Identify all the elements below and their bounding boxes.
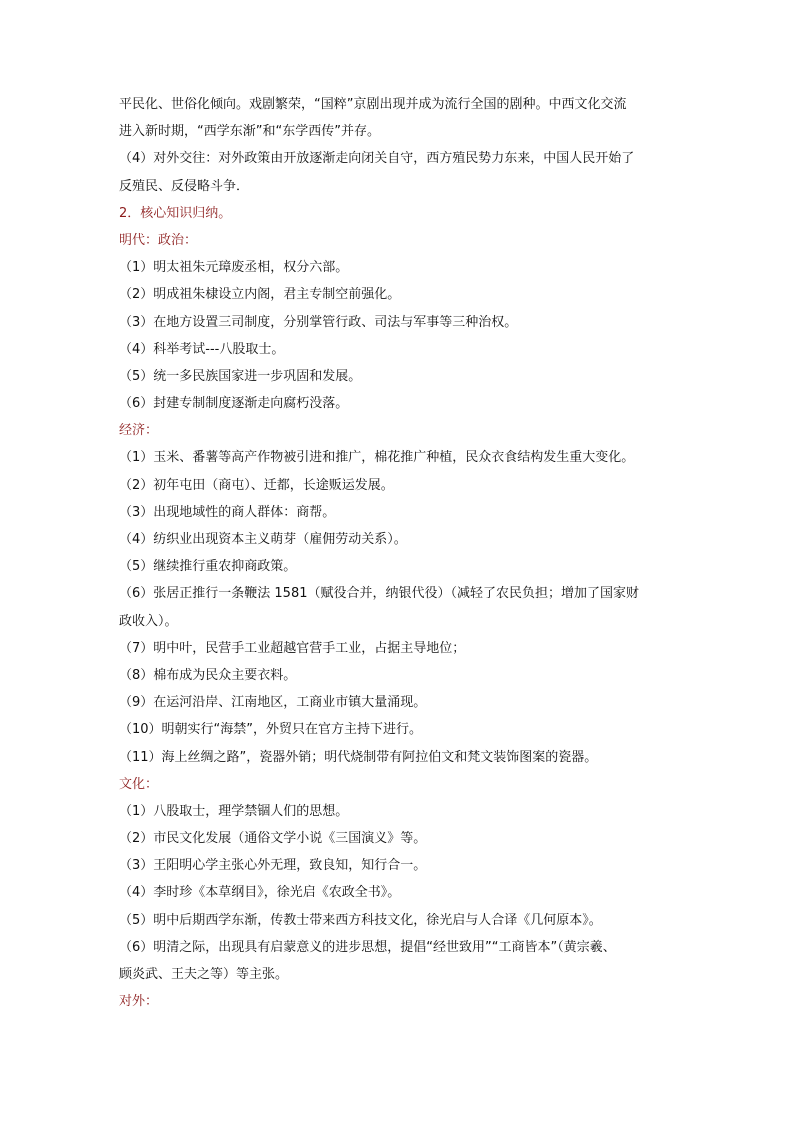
document-body: [119, 91, 679, 1015]
paragraph-line: （4）对外交往：对外政策由开放逐渐走向闭关自守，西方殖民势力东来，中国人民开始了: [119, 151, 635, 167]
paragraph-line: 平民化、世俗化倾向。戏剧繁荣，“国粹”京剧出现并成为流行全国的剧种。中西文化交流: [119, 97, 627, 112]
list-item: （5）明中后期西学东渐，传教士带来西方科技文化，徐光启与人合译《几何原本》。: [119, 912, 602, 928]
subheading-ming-politics: 明代：政治：: [119, 232, 198, 248]
list-item: （7）明中叶，民营手工业超越官营手工业，占据主导地位；: [119, 640, 466, 656]
paragraph-line: 反殖民、反侵略斗争．: [119, 178, 250, 194]
list-item: （6）封建专制制度逐渐走向腐朽没落。: [119, 396, 349, 412]
list-item: （6）明清之际，出现具有启蒙意义的进步思想，提倡“经世致用”“工商皆本”（黄宗羲、: [119, 939, 616, 955]
list-item: （3）在地方设置三司制度，分别掌管行政、司法与军事等三种治权。: [119, 314, 518, 330]
list-item: （10）明朝实行“海禁”，外贸只在官方主持下进行。: [119, 722, 423, 738]
list-item: （5）继续推行重农抑商政策。: [119, 559, 297, 575]
list-item-continuation: 政收入）。: [119, 613, 178, 629]
list-item: （3）王阳明心学主张心外无理，致良知，知行合一。: [119, 858, 427, 874]
list-item-continuation: 顾炎武、王夫之等）等主张。: [119, 967, 289, 982]
list-item: （9）在运河沿岸、江南地区，工商业市镇大量涌现。: [119, 695, 427, 711]
subheading-foreign-relations: 对外：: [119, 994, 159, 1010]
list-item: （4）纺织业出现资本主义萌芽（雇佣劳动关系）。: [119, 532, 407, 547]
list-item: （8）棉布成为民众主要衣料。: [119, 667, 297, 683]
subheading-culture: 文化：: [119, 776, 159, 792]
list-item: （4）科举考试---八股取士。: [119, 341, 285, 357]
list-item: （2）初年屯田（商屯）、迁都，长途贩运发展。: [119, 477, 394, 493]
list-item: （4）李时珍《本草纲目》，徐光启《农政全书》。: [119, 885, 401, 901]
list-item: （5）统一多民族国家进一步巩固和发展。: [119, 368, 362, 384]
section-heading-core-knowledge: 2．核心知识归纳。: [119, 205, 232, 221]
paragraph-line: 进入新时期，“西学东渐”和“东学西传”并存。: [119, 124, 380, 140]
list-item: （11）海上丝绸之路”，瓷器外销；明代烧制带有阿拉伯文和梵文装饰图案的瓷器。: [119, 749, 598, 765]
list-item: （1）玉米、番薯等高产作物被引进和推广，棉花推广种植，民众衣食结构发生重大变化。: [119, 450, 635, 466]
subheading-economy: 经济：: [119, 423, 159, 439]
list-item: （2）市民文化发展（通俗文学小说《三国演义》等。: [119, 831, 427, 847]
list-item: （1）明太祖朱元璋废丞相，权分六部。: [119, 260, 349, 276]
list-item: （6）张居正推行一条鞭法 1581（赋役合并，纳银代役）（减轻了农民负担；增加了国家财: [119, 586, 639, 602]
list-item: （1）八股取士，理学禁锢人们的思想。: [119, 803, 349, 819]
list-item: （2）明成祖朱棣设立内阁，君主专制空前强化。: [119, 287, 401, 303]
list-item: （3）出现地域性的商人群体：商帮。: [119, 504, 336, 520]
